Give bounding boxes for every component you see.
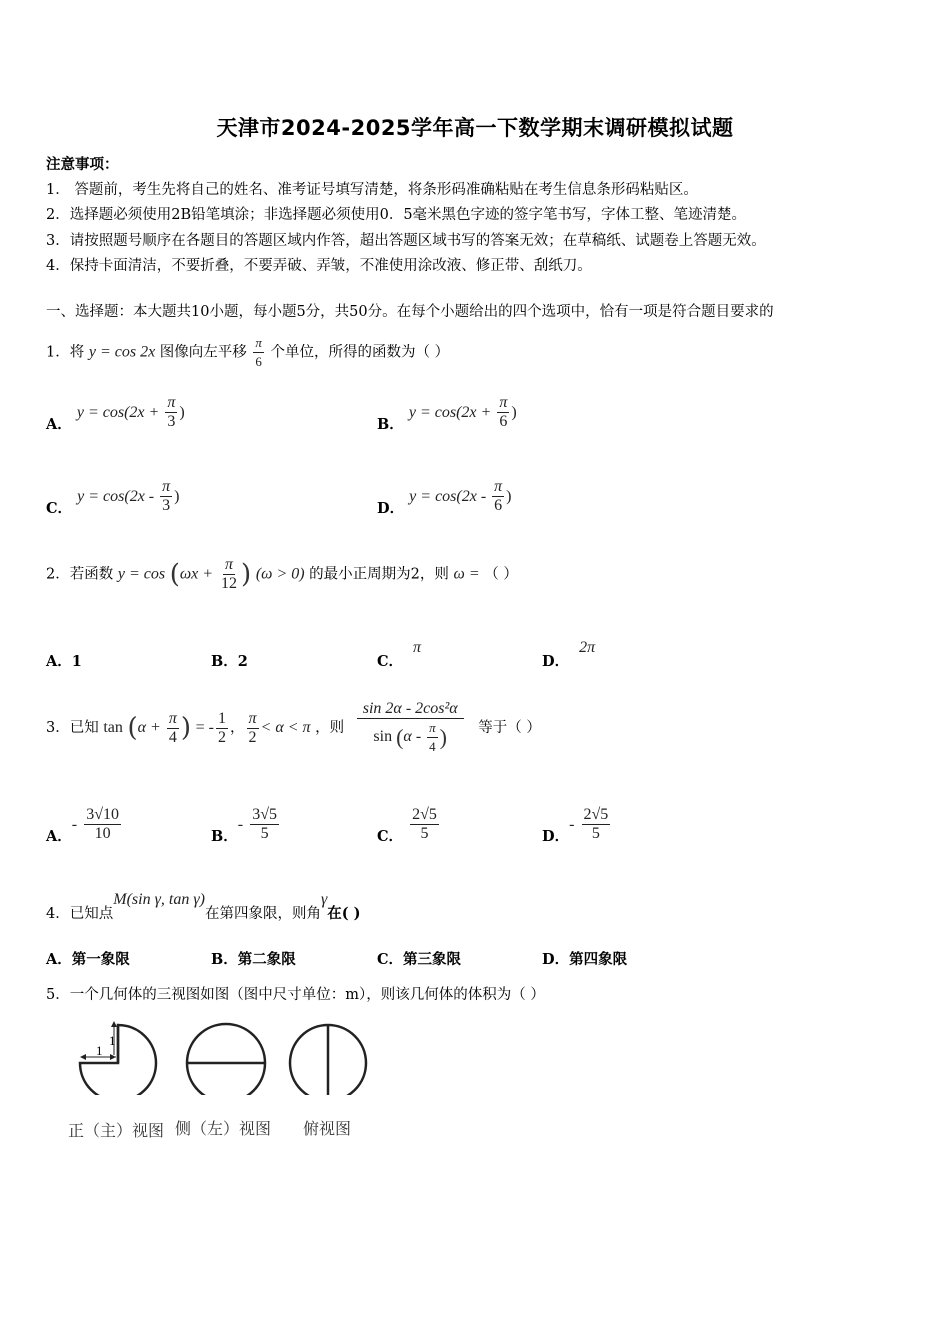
option-label: B． [211,828,238,845]
q3-sin-inner: α - [403,728,426,746]
q1-function: y = cos 2x [88,343,156,361]
q3-option-c[interactable] [377,806,441,843]
q1-text-b: 个单位，所得的函数为（ ） [270,344,450,361]
q3-tail: 等于（ ） [478,720,541,736]
fraction-denominator: 10 [94,825,111,842]
fraction-numerator: 1 [218,709,226,727]
option-value: 2 [237,653,248,670]
option-label: C． [377,951,404,968]
paren-close: ) [241,559,252,590]
paren-open: ( [396,724,404,750]
note-item: 3．请按照题号顺序在各题目的答题区域内作答，超出答题区域书写的答案无效；在草稿纸、试题卷上答题无效。 [46,232,766,249]
q2-inner: ωx + [179,565,218,583]
q2-func: y = cos [117,565,166,583]
q3-sin: sin [373,728,393,746]
fraction-denominator: 12 [221,575,238,592]
paren-close: ) [439,724,447,750]
paren-open: ( [169,559,180,590]
question-3 [46,700,541,756]
option-label: A． [46,653,72,670]
question-4 [46,888,361,922]
q2-option-b[interactable] [211,650,248,671]
fraction-denominator: 5 [260,825,269,842]
option-fraction [582,806,611,843]
notes-block [46,152,766,280]
option-value: 第三象限 [403,951,462,968]
q3-number: 3．已知 [46,720,99,736]
fraction-denominator: 6 [255,354,262,369]
option-label: C． [377,653,404,670]
option-label: D． [542,828,570,845]
front-view-shape [80,1021,156,1095]
fraction-numerator: π [168,709,177,727]
fraction-denominator: 4 [429,739,436,754]
paren-open: ( [127,713,138,743]
option-fraction [492,478,504,515]
option-value: 第一象限 [71,951,130,968]
q1-text-a: 图像向左平移 [159,344,247,361]
option-label: A． [46,416,72,433]
option-label: A． [46,951,72,968]
q2-option-d[interactable] [542,639,596,671]
option-expr-tail: ) [174,488,180,505]
q3-sin-fraction [427,719,438,756]
option-expr-tail: ) [506,488,512,505]
q3-range: < α < π [260,719,311,736]
q2-option-c[interactable] [377,639,422,671]
option-label: D． [542,951,570,968]
fraction-numerator: π [253,334,264,353]
q4-option-a[interactable] [46,948,130,969]
q2-text: 的最小正周期为2，则 [309,566,449,583]
q3-big-fraction [357,700,464,756]
option-fraction [160,478,172,515]
fraction-denominator: 4 [168,728,177,746]
fraction-denominator: 6 [499,413,508,430]
option-fraction [84,806,121,843]
fraction-numerator: 3√10 [86,806,119,823]
q2-option-a[interactable] [46,650,82,671]
fraction-numerator: π [167,394,176,411]
fraction-denominator: 2 [248,728,257,746]
q3-option-d[interactable] [542,806,612,843]
q4-option-b[interactable] [211,948,296,969]
option-label: B． [377,416,404,433]
q4-point: M(sin γ, tan γ) [113,891,205,908]
option-expr-tail: ) [179,404,185,421]
fraction-denominator: 3 [162,497,171,514]
q2-tail: （ ） [484,566,518,583]
fraction-numerator: π [225,556,234,573]
q1-number: 1．将 [46,344,85,361]
option-expr: y = cos(2x - [409,488,491,505]
option-label: D． [377,500,405,517]
front-view-label: 正（主）视图 [68,1121,165,1140]
q3-tan: tan [103,719,123,736]
three-view-figure [66,1015,376,1095]
option-label: B． [211,653,238,670]
option-fraction [497,394,509,431]
fraction-numerator: π [162,478,171,495]
option-sign: - [71,816,78,833]
q3-equals: = - [195,719,214,736]
option-expr: y = cos(2x + [76,404,164,421]
fraction-numerator: π [248,709,257,727]
option-value: π [413,639,422,656]
question-2 [46,556,518,593]
section-heading: 一、选择题：本大题共10小题，每小题5分，共50分。在每个小题给出的四个选项中，恰有一项是符合题目要求的 [46,304,774,320]
dim-horizontal: 1 [96,1043,103,1058]
option-expr: y = cos(2x + [408,404,496,421]
dim-vertical: 1 [109,1033,116,1048]
option-label: C． [46,500,73,517]
q1-option-d[interactable] [377,478,512,515]
option-value: 2π [579,639,596,656]
page-title: 天津市2024-2025学年高一下数学期末调研模拟试题 [216,116,734,140]
paren-close: ) [180,713,192,743]
option-fraction [165,394,177,431]
q2-condition: (ω > 0) [255,565,305,583]
fraction-denominator: 2 [218,728,226,746]
notes-heading: 注意事项： [46,156,119,173]
q4-text-a: 在第四象限，则角 [204,906,321,922]
q3-options [46,806,906,866]
fraction-numerator: π [494,478,503,495]
option-fraction [410,806,439,843]
q3-tan-fraction [167,710,179,747]
option-value: 第四象限 [569,951,628,968]
note-item: 2．选择题必须使用2B铅笔填涂；非选择题必须使用0．5毫米黑色字迹的签字笔书写，字体工整、笔迹清楚。 [46,207,747,223]
q2-fraction [219,556,239,593]
q1-option-c[interactable] [46,478,179,515]
fraction-denominator: 5 [591,825,600,842]
q4-option-d[interactable] [542,948,627,969]
q3-range-fraction [247,710,259,747]
fraction-numerator: 2√5 [583,806,609,823]
q3-comma: ， [230,720,245,736]
fraction-denominator: 5 [420,825,429,842]
q4-number: 4．已知点 [46,906,114,922]
option-fraction [250,806,279,843]
option-label: A． [46,828,72,845]
fraction-denominator [371,719,449,756]
q3-then: ，则 [315,720,345,736]
q4-gamma: γ [320,891,328,908]
option-label: B． [211,951,238,968]
fraction-numerator: π [499,394,508,411]
note-item: 1． 答题前，考生先将自己的姓名、准考证号填写清楚，将条形码准确粘贴在考生信息条形码粘贴区。 [46,181,698,198]
note-item: 4．保持卡面清洁，不要折叠，不要弄破、弄皱，不准使用涂改液、修正带、刮纸刀。 [46,258,592,274]
q3-option-a[interactable] [46,806,123,843]
fraction-denominator: 3 [167,413,176,430]
fraction-numerator: π [427,719,438,738]
q3-option-b[interactable] [211,806,281,843]
fraction-numerator: sin 2α - 2cos²α [357,700,464,719]
q2-number: 2．若函数 [46,566,114,583]
q4-option-c[interactable] [377,948,461,969]
side-view-label: 侧（左）视图 [175,1119,272,1138]
option-label: C． [377,828,404,845]
q2-omega: ω = [453,565,480,583]
q1-shift-fraction [253,334,264,371]
option-label: D． [542,653,570,670]
fraction-denominator: 6 [494,497,503,514]
q4-text-b: 在( ) [327,905,361,922]
q3-tan-inner: α + [137,719,165,736]
option-expr: y = cos(2x - [77,488,159,505]
side-view-circle [187,1024,265,1095]
fraction-numerator: 2√5 [412,806,437,823]
q3-value-fraction [216,710,228,747]
option-sign: - [569,816,575,833]
option-value: 1 [71,653,82,670]
option-value: 第二象限 [237,951,296,968]
option-expr-tail: ) [511,404,517,421]
fraction-numerator: 3√5 [252,806,277,823]
question-5: 5．一个几何体的三视图如图（图中尺寸单位：m），则该几何体的体积为（ ） [46,987,545,1003]
q1-option-a[interactable] [46,394,185,431]
option-sign: - [237,816,244,833]
q1-option-b[interactable] [377,394,517,431]
question-1 [46,334,449,371]
top-view-label: 俯视图 [303,1119,352,1138]
